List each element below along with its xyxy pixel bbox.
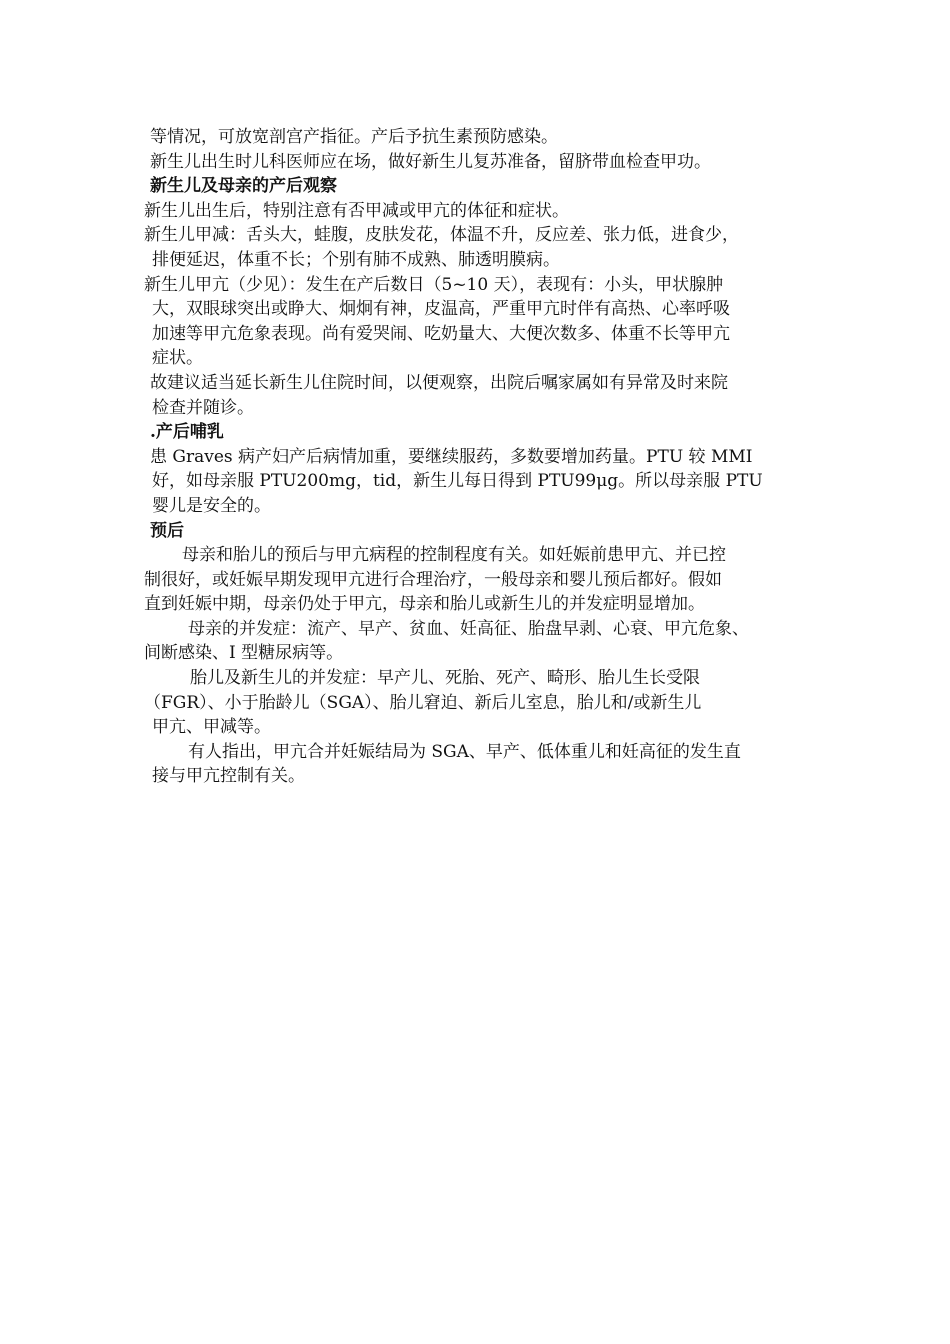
text-line: 新生儿出生后，特别注意有否甲减或甲亢的体征和症状。 (144, 200, 569, 221)
text-line: 间断感染、I 型糖尿病等。 (144, 643, 344, 664)
text-line: 排便延迟，体重不长；个别有肺不成熟、肺透明膜病。 (152, 249, 560, 270)
text-line: 有人指出，甲亢合并妊娠结局为 SGA、早产、低体重儿和妊高征的发生直 (188, 741, 741, 762)
text-line: 制很好，或妊娠早期发现甲亢进行合理治疗，一般母亲和婴儿预后都好。假如 (144, 569, 722, 590)
text-line: 故建议适当延长新生儿住院时间，以便观察，出院后嘱家属如有异常及时来院 (150, 372, 728, 393)
section-heading: 新生儿及母亲的产后观察 (150, 176, 337, 197)
text-line: 新生儿甲亢（少见）：发生在产后数日（5~10 天），表现有：小头，甲状腺肿 (144, 274, 724, 295)
text-line: 患 Graves 病产妇产后病情加重，要继续服药，多数要增加药量。PTU 较 MMI (150, 446, 753, 467)
text-line: 接与甲亢控制有关。 (152, 766, 305, 787)
section-heading: 预后 (150, 520, 184, 541)
text-line: 症状。 (152, 348, 203, 369)
text-line: 新生儿甲减：舌头大，蛙腹，皮肤发花，体温不升，反应差、张力低，进食少， (144, 225, 739, 246)
text-line: 检查并随诊。 (152, 397, 254, 418)
text-line: 胎儿及新生儿的并发症：早产儿、死胎、死产、畸形、胎儿生长受限 (190, 668, 700, 689)
text-line: 甲亢、甲减等。 (152, 717, 271, 738)
text-line: 好，如母亲服 PTU200mg，tid，新生儿每日得到 PTU99μg。所以母亲服 PTU (152, 471, 763, 492)
text-line: 加速等甲亢危象表现。尚有爱哭闹、吃奶量大、大便次数多、体重不长等甲亢 (152, 323, 730, 344)
text-line: 等情况，可放宽剖宫产指征。产后予抗生素预防感染。 (150, 127, 558, 147)
document-body (144, 125, 824, 789)
text-line: 婴儿是安全的。 (152, 495, 271, 516)
section-heading: .产后哺乳 (150, 422, 224, 443)
text-line: 母亲和胎儿的预后与甲亢病程的控制程度有关。如妊娠前患甲亢、并已控 (182, 545, 726, 566)
text-line: （FGR）、小于胎龄儿（SGA）、胎儿窘迫、新后儿室息，胎儿和/或新生儿 (144, 692, 702, 713)
text-line: 大，双眼球突出或睁大、炯炯有神，皮温高，严重甲亢时伴有高热、心率呼吸 (152, 299, 730, 320)
text-line: 母亲的并发症：流产、早产、贫血、妊高征、胎盘早剥、心衰、甲亢危象、 (188, 618, 749, 639)
text-line: 直到妊娠中期，母亲仍处于甲亢，母亲和胎儿或新生儿的并发症明显增加。 (144, 594, 705, 615)
text-line: 新生儿出生时儿科医师应在场，做好新生儿复苏准备，留脐带血检查甲功。 (150, 151, 711, 172)
